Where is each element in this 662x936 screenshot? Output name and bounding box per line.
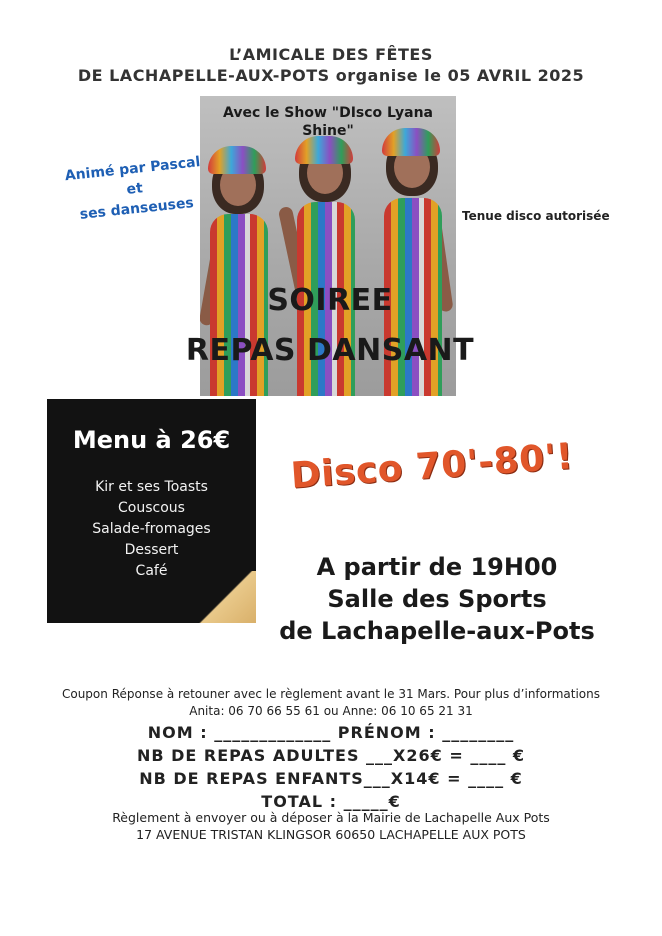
organizer-title: L’AMICALE DES FÊTES	[229, 45, 433, 64]
menu-item: Couscous	[118, 500, 185, 516]
menu-item: Café	[135, 563, 168, 579]
host-line-1: Animé par Pascal	[64, 154, 202, 185]
name-fields-line: NOM : _____________ PRÉNOM : ________	[147, 723, 515, 742]
show-caption: Avec le Show "DIsco Lyana Shine"	[223, 105, 433, 139]
child-meals-line: NB DE REPAS ENFANTS___X14€ = ____ €	[139, 769, 523, 788]
venue-name: Salle des Sports	[327, 585, 547, 613]
disco-theme-title: Disco 70'-80'!	[289, 436, 575, 497]
event-title-line-2: REPAS DANSANT	[185, 333, 475, 368]
menu-item: Kir et ses Toasts	[95, 479, 208, 495]
organizer-date-line: DE LACHAPELLE-AUX-POTS organise le 05 AVRIL 2025	[77, 66, 585, 85]
host-text	[48, 150, 221, 227]
menu-item: Salade-fromages	[92, 521, 211, 537]
payment-instructions: Règlement à envoyer ou à déposer à la Mairie de Lachapelle Aux Pots	[112, 810, 550, 825]
coupon-intro: Coupon Réponse à retouner avec le règlement avant le 31 Mars. Pour plus d’informations	[61, 687, 600, 701]
mairie-address: 17 AVENUE TRISTAN KLINGSOR 60650 LACHAPELLE AUX POTS	[136, 827, 526, 842]
start-time: A partir de 19H00	[316, 553, 558, 581]
event-title-line-1: SOIREE	[267, 283, 393, 318]
adult-meals-line: NB DE REPAS ADULTES ___X26€ = ____ €	[136, 746, 526, 765]
coupon-contacts: Anita: 06 70 66 55 61 ou Anne: 06 10 65 21 31	[189, 704, 473, 718]
dress-code-note: Tenue disco autorisée	[462, 209, 610, 223]
menu-card	[47, 399, 256, 623]
host-line-3: ses danseuses	[79, 195, 195, 223]
menu-item: Dessert	[124, 542, 179, 558]
total-line: TOTAL : _____€	[261, 792, 401, 811]
menu-title: Menu à 26€	[72, 426, 231, 454]
host-line-2: et	[125, 180, 144, 198]
venue-town: de Lachapelle-aux-Pots	[279, 617, 595, 645]
